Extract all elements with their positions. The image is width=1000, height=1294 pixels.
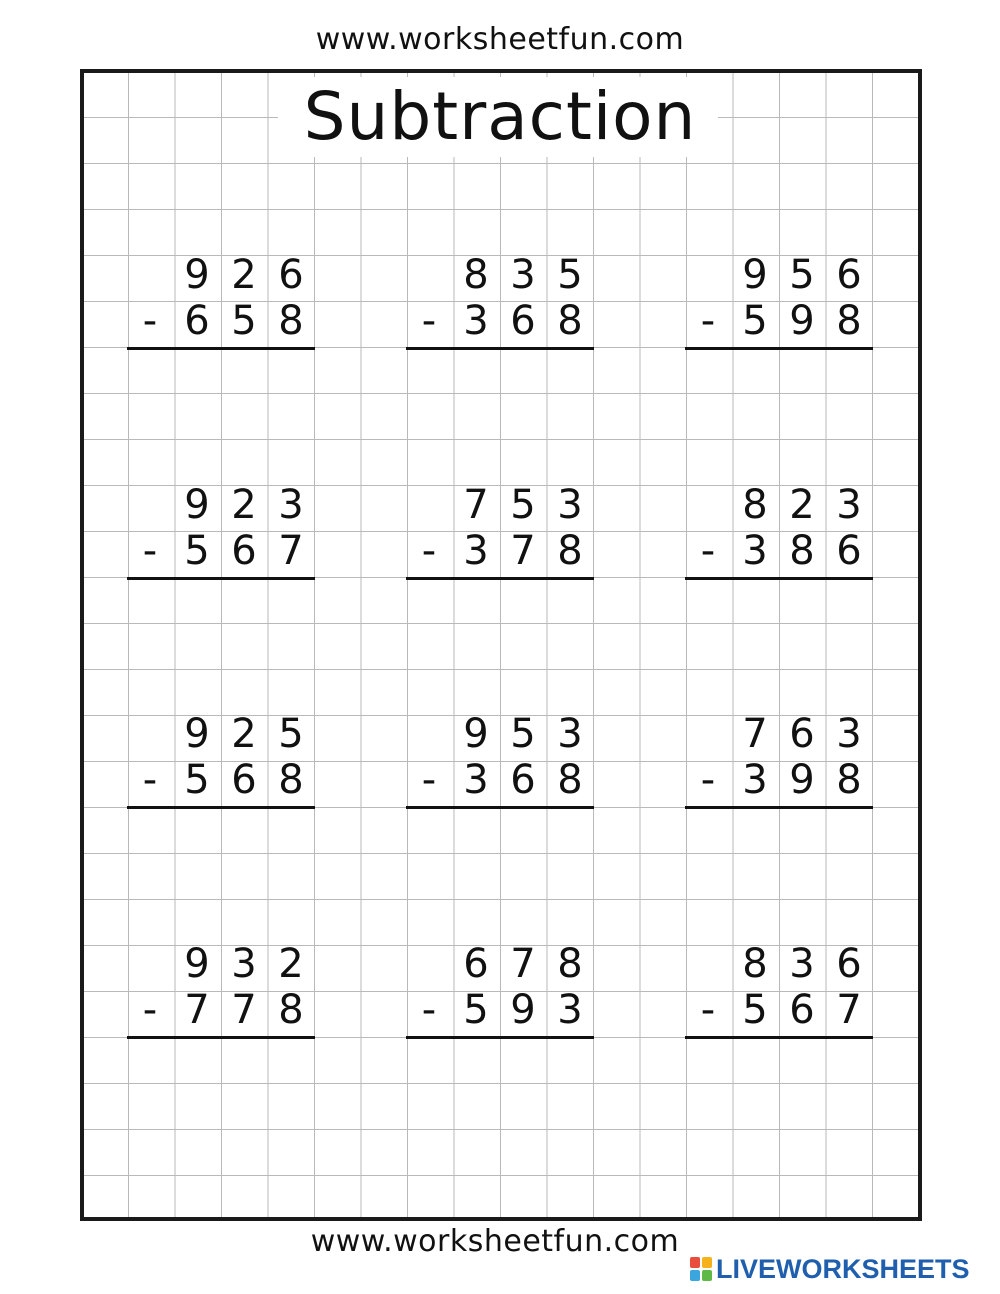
digit-cell: 6 — [510, 298, 536, 344]
digit-cell: 5 — [184, 757, 210, 803]
digit-cell — [127, 941, 173, 987]
problem-1 — [127, 252, 315, 352]
answer-line — [127, 1036, 315, 1039]
subtrahend-row — [406, 987, 594, 1033]
digit-cell: 3 — [836, 711, 862, 757]
problem-7 — [127, 711, 315, 811]
minus-sign: - — [421, 987, 437, 1033]
answer-line — [685, 1036, 873, 1039]
digit-cell: 8 — [557, 528, 583, 574]
problem-10 — [127, 941, 315, 1041]
minuend-row — [685, 941, 873, 987]
minus-sign: - — [421, 528, 437, 574]
problem-12 — [685, 941, 873, 1041]
digit-cell — [127, 482, 173, 528]
digit-cell: 9 — [184, 711, 210, 757]
digit-cell: 3 — [278, 482, 304, 528]
digit-cell: 7 — [510, 528, 536, 574]
digit-cell: 6 — [789, 711, 815, 757]
digit-cell: 6 — [278, 252, 304, 298]
digit-cell: 8 — [278, 987, 304, 1033]
problem-5 — [406, 482, 594, 582]
page-title: Subtraction — [303, 78, 697, 155]
digit-cell: 7 — [184, 987, 210, 1033]
digit-cell: 8 — [742, 482, 768, 528]
digit-cell: 5 — [463, 987, 489, 1033]
digit-cell — [685, 711, 731, 757]
minus-sign: - — [142, 757, 158, 803]
digit-cell: 6 — [231, 528, 257, 574]
problem-3 — [685, 252, 873, 352]
answer-line — [406, 1036, 594, 1039]
minuend-row — [406, 941, 594, 987]
digit-cell: 8 — [836, 757, 862, 803]
liveworksheets-wordmark: LIVEWORKSHEETS — [716, 1254, 970, 1284]
digit-cell: 3 — [557, 987, 583, 1033]
answer-line — [127, 347, 315, 350]
digit-cell: 9 — [463, 711, 489, 757]
digit-cell: 6 — [836, 941, 862, 987]
answer-line — [406, 577, 594, 580]
digit-cell: 3 — [742, 528, 768, 574]
digit-cell: 7 — [231, 987, 257, 1033]
minus-sign: - — [142, 987, 158, 1033]
digit-cell: 8 — [789, 528, 815, 574]
answer-line — [685, 806, 873, 809]
digit-cell: 7 — [742, 711, 768, 757]
digit-cell — [406, 711, 452, 757]
digit-cell: 5 — [742, 987, 768, 1033]
footer-url: www.worksheetfun.com — [310, 1224, 680, 1259]
digit-cell — [406, 941, 452, 987]
digit-cell: 5 — [510, 482, 536, 528]
digit-cell: 3 — [510, 252, 536, 298]
digit-cell: 3 — [789, 941, 815, 987]
digit-cell: 5 — [789, 252, 815, 298]
digit-cell: 8 — [278, 298, 304, 344]
subtrahend-row — [406, 298, 594, 344]
digit-cell: 8 — [557, 298, 583, 344]
digit-cell: 9 — [742, 252, 768, 298]
answer-line — [406, 806, 594, 809]
digit-cell — [406, 252, 452, 298]
problem-8 — [406, 711, 594, 811]
minus-sign: - — [142, 298, 158, 344]
subtrahend-row — [685, 987, 873, 1033]
subtrahend-row — [127, 987, 315, 1033]
digit-cell: 6 — [836, 252, 862, 298]
subtrahend-row — [127, 757, 315, 803]
subtrahend-row — [685, 298, 873, 344]
minuend-row — [685, 482, 873, 528]
minus-sign: - — [700, 987, 716, 1033]
digit-cell: 9 — [184, 252, 210, 298]
subtrahend-row — [406, 757, 594, 803]
minuend-row — [127, 482, 315, 528]
subtrahend-row — [406, 528, 594, 574]
digit-cell: 3 — [463, 528, 489, 574]
problem-9 — [685, 711, 873, 811]
subtrahend-row — [685, 528, 873, 574]
digit-cell: 7 — [278, 528, 304, 574]
digit-cell: 9 — [789, 757, 815, 803]
header-url: www.worksheetfun.com — [315, 22, 685, 57]
digit-cell: 8 — [557, 941, 583, 987]
digit-cell: 3 — [231, 941, 257, 987]
minuend-row — [685, 711, 873, 757]
digit-cell: 8 — [278, 757, 304, 803]
digit-cell: 6 — [463, 941, 489, 987]
problem-11 — [406, 941, 594, 1041]
digit-cell: 5 — [510, 711, 536, 757]
answer-line — [127, 806, 315, 809]
minuend-row — [406, 482, 594, 528]
digit-cell: 6 — [231, 757, 257, 803]
subtrahend-row — [127, 298, 315, 344]
digit-cell: 5 — [184, 528, 210, 574]
digit-cell: 8 — [557, 757, 583, 803]
problem-6 — [685, 482, 873, 582]
digit-cell: 2 — [231, 252, 257, 298]
problem-4 — [127, 482, 315, 582]
digit-cell: 6 — [510, 757, 536, 803]
liveworksheets-logo-icon — [690, 1257, 712, 1281]
minus-sign: - — [421, 298, 437, 344]
problem-2 — [406, 252, 594, 352]
graph-paper-sheet — [80, 69, 922, 1221]
digit-cell: 8 — [742, 941, 768, 987]
digit-cell: 9 — [184, 482, 210, 528]
digit-cell: 8 — [463, 252, 489, 298]
digit-cell: 6 — [789, 987, 815, 1033]
digit-cell: 7 — [463, 482, 489, 528]
digit-cell: 3 — [463, 757, 489, 803]
answer-line — [406, 347, 594, 350]
minuend-row — [406, 711, 594, 757]
digit-cell: 9 — [184, 941, 210, 987]
digit-cell: 3 — [557, 711, 583, 757]
answer-line — [685, 347, 873, 350]
digit-cell: 2 — [789, 482, 815, 528]
digit-cell: 6 — [836, 528, 862, 574]
digit-cell: 3 — [836, 482, 862, 528]
minus-sign: - — [700, 757, 716, 803]
digit-cell: 2 — [278, 941, 304, 987]
digit-cell: 8 — [836, 298, 862, 344]
minuend-row — [685, 252, 873, 298]
minus-sign: - — [700, 298, 716, 344]
digit-cell: 9 — [789, 298, 815, 344]
digit-cell — [685, 482, 731, 528]
digit-cell — [685, 252, 731, 298]
subtrahend-row — [127, 528, 315, 574]
digit-cell: 9 — [510, 987, 536, 1033]
digit-cell — [127, 252, 173, 298]
digit-cell: 2 — [231, 482, 257, 528]
digit-cell: 5 — [278, 711, 304, 757]
digit-cell — [406, 482, 452, 528]
minuend-row — [127, 941, 315, 987]
minus-sign: - — [142, 528, 158, 574]
digit-cell: 5 — [742, 298, 768, 344]
subtrahend-row — [685, 757, 873, 803]
digit-cell: 3 — [742, 757, 768, 803]
minus-sign: - — [700, 528, 716, 574]
digit-cell: 6 — [184, 298, 210, 344]
minuend-row — [127, 252, 315, 298]
answer-line — [685, 577, 873, 580]
minus-sign: - — [421, 757, 437, 803]
minuend-row — [127, 711, 315, 757]
digit-cell: 5 — [231, 298, 257, 344]
digit-cell: 3 — [463, 298, 489, 344]
minuend-row — [406, 252, 594, 298]
digit-cell — [685, 941, 731, 987]
answer-line — [127, 577, 315, 580]
digit-cell — [127, 711, 173, 757]
digit-cell: 3 — [557, 482, 583, 528]
digit-cell: 2 — [231, 711, 257, 757]
digit-cell: 5 — [557, 252, 583, 298]
digit-cell: 7 — [836, 987, 862, 1033]
digit-cell: 7 — [510, 941, 536, 987]
